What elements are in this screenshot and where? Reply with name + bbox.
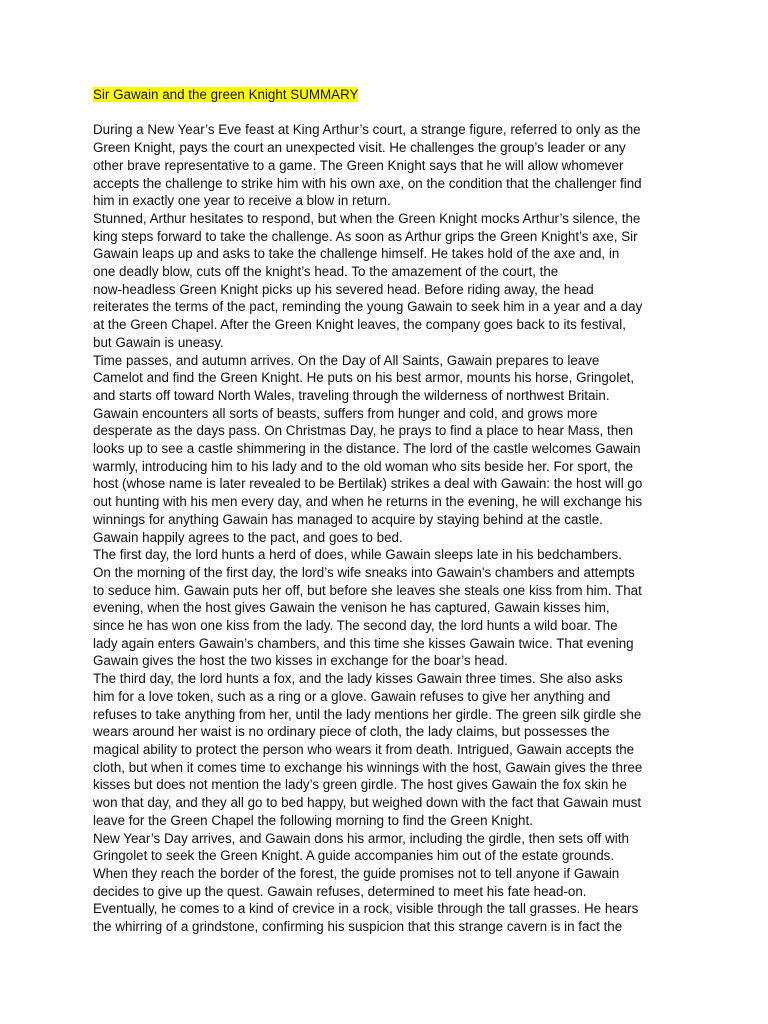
text-line: desperate as the days pass. On Christmas Day, he prays to find a place to hear Mass, then [93,423,634,439]
text-line: evening, when the host gives Gawain the venison he has captured, Gawain kisses him, [93,600,610,616]
text-line: Gringolet to seek the Green Knight. A guide accompanies him out of the estate grounds. [93,848,615,864]
text-line: one deadly blow, cuts off the knight’s head. To the amazement of the court, the [93,264,559,280]
text-line: leave for the Green Chapel the following morning to find the Green Knight. [93,812,533,828]
text-line: When they reach the border of the forest, the guide promises not to tell anyone if Gawain [93,865,620,881]
text-line: out hunting with his men every day, and when he returns in the evening, he will exchange his [93,494,643,510]
text-line: lady again enters Gawain’s chambers, and this time she kisses Gawain twice. That evening [93,635,634,651]
text-line: Green Knight, pays the court an unexpected visit. He challenges the group’s leader or any [93,140,626,156]
text-line: On the morning of the first day, the lord’s wife sneaks into Gawain’s chambers and attempts [93,564,635,580]
text-line: won that day, and they all go to bed happy, but weighed down with the fact that Gawain must [93,795,642,811]
text-line: Stunned, Arthur hesitates to respond, but when the Green Knight mocks Arthur’s silence, the [93,210,641,226]
document-title [93,86,683,104]
text-line: looks up to see a castle shimmering in the distance. The lord of the castle welcomes Gawain [93,441,641,457]
paragraph [93,670,683,829]
text-line: reiterates the terms of the pact, reminding the young Gawain to seek him in a year and a day [93,299,643,315]
text-line: During a New Year’s Eve feast at King Arthur’s court, a strange figure, referred to only as the [93,122,641,138]
text-line: him in exactly one year to receive a blow in return. [93,193,391,209]
text-line: decides to give up the quest. Gawain refuses, determined to meet his fate head-on. [93,883,587,899]
text-line: but Gawain is uneasy. [93,334,224,350]
text-line: Eventually, he comes to a kind of crevice in a rock, visible through the tall grasses. He hears [93,901,639,917]
text-line: kisses but does not mention the lady’s green girdle. The host gives Gawain the fox skin he [93,777,627,793]
text-line: other brave representative to a game. The Green Knight says that he will allow whomever [93,157,624,173]
text-line: cloth, but when it comes time to exchange his winnings with the host, Gawain gives the three [93,759,643,775]
text-line: magical ability to protect the person who wears it from death. Intrigued, Gawain accepts the [93,742,635,757]
document-body [93,86,683,936]
paragraph [93,830,683,936]
text-line: refuses to take anything from her, until the lady mentions her girdle. The green silk girdle she [93,706,642,722]
text-line: accepts the challenge to strike him with his own axe, on the condition that the challenger find [93,175,642,191]
text-line: The first day, the lord hunts a herd of does, while Gawain sleeps late in his bedchambers. [93,547,622,563]
text-line: wears around her waist is no ordinary piece of cloth, the lady claims, but possesses the [93,724,610,740]
paragraph [93,352,683,547]
text-line: Gawain gives the host the two kisses in exchange for the boar’s head. [93,653,508,669]
text-line: Gawain encounters all sorts of beasts, suffers from hunger and cold, and grows more [93,405,598,421]
text-line: since he has won one kiss from the lady. The second day, the lord hunts a wild boar. The [93,618,618,634]
title-highlight: Sir Gawain and the green Knight SUMMARY [93,87,359,102]
text-line: Camelot and find the Green Knight. He puts on his best armor, mounts his horse, Gringolet, [93,370,635,386]
text-line: Gawain leaps up and asks to take the challenge himself. He takes hold of the axe and, in [93,246,620,262]
text-line: host (whose name is later revealed to be Bertilak) strikes a deal with Gawain: the host will go [93,476,643,492]
text-line: New Year’s Day arrives, and Gawain dons his armor, including the girdle, then sets off with [93,830,629,846]
text-line: The third day, the lord hunts a fox, and the lady kisses Gawain three times. She also asks [93,671,623,687]
text-line: winnings for anything Gawain has managed to acquire by staying behind at the castle. [93,511,603,527]
text-line: warmly, introducing him to his lady and to the old woman who sits beside her. For sport, the [93,458,634,474]
text-line: to seduce him. Gawain puts her off, but before she leaves she steals one kiss from him. That [93,582,642,598]
text-line: king steps forward to take the challenge. As soon as Arthur grips the Green Knight’s axe, Sir [93,228,638,244]
text-line: Gawain happily agrees to the pact, and goes to bed. [93,529,403,545]
text-line: and starts off toward North Wales, traveling through the wilderness of northwest Britain. [93,387,610,403]
text-line: him for a love token, such as a ring or a glove. Gawain refuses to give her anything and [93,688,611,704]
text-line: Time passes, and autumn arrives. On the Day of All Saints, Gawain prepares to leave [93,352,600,368]
text-line: at the Green Chapel. After the Green Knight leaves, the company goes back to its festival, [93,317,626,333]
text-line: the whirring of a grindstone, confirming his suspicion that this strange cavern is in fact the [93,919,623,935]
paragraph [93,546,683,670]
paragraph-list [93,121,683,935]
text-line: now-headless Green Knight picks up his severed head. Before riding away, the head [93,281,594,297]
paragraph [93,121,683,210]
paragraph [93,210,683,352]
